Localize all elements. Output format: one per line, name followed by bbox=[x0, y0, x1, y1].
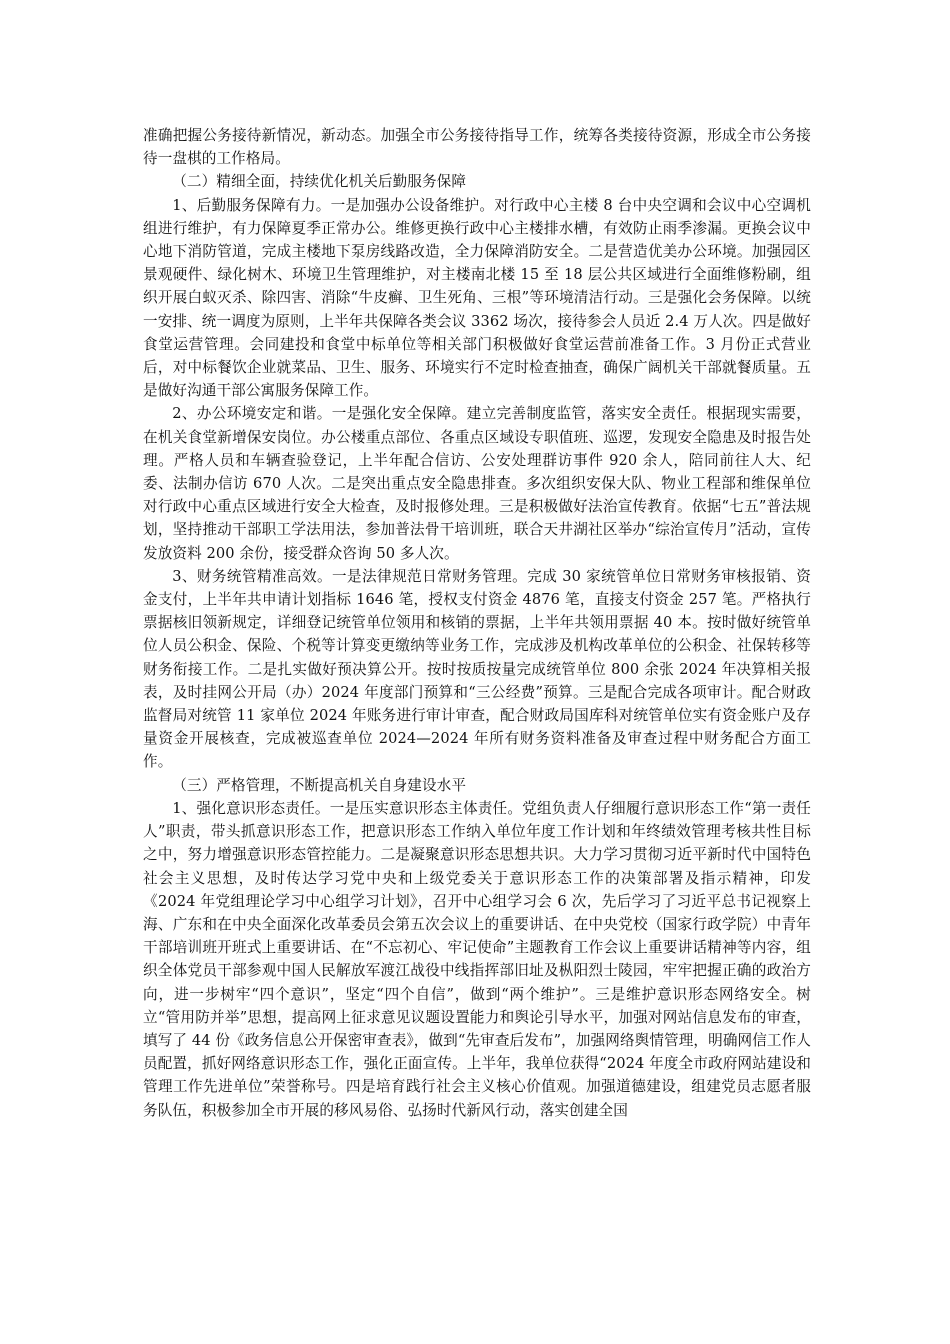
paragraph-logistics: 1、后勤服务保障有力。一是加强办公设备维护。对行政中心主楼 8 台中央空调和会议中心空调机组进行维护，有力保障夏季正常办公。维修更换行政中心主楼排水槽，有效防止雨季渗漏。更换会议中心地下消防管道，完成主楼地下泵房线路改造，全力保障消防安全。二是营造优美办公环境。加强园区景观硬件、绿化树木、环境卫生管理维护，对主楼南北楼 15 至 18 层公共区域进行全面维修粉刷，组织开展白蚁灭杀、除四害、消除“牛皮癣、卫生死角、三根”等环境清洁行动。三是强化会务保障。以统一安排、统一调度为原则，上半年共保障各类会议 3362 场次，接待参会人员近 2.4 万人次。四是做好食堂运营管理。会同建投和食堂中标单位等相关部门积极做好食堂运营前准备工作。3 月份正式营业后，对中标餐饮企业就菜品、卫生、服务、环境实行不定时检查抽查，确保广阔机关干部就餐质量。五是做好沟通干部公寓服务保障工作。 bbox=[143, 196, 811, 400]
paragraph-continuation: 准确把握公务接待新情况，新动态。加强全市公务接待指导工作，统筹各类接待资源，形成全市公务接待一盘棋的工作格局。 bbox=[143, 127, 811, 168]
document-page bbox=[143, 124, 811, 1122]
paragraph-office-environment: 2、办公环境安定和谐。一是强化安全保障。建立完善制度监管，落实安全责任。根据现实需要，在机关食堂新增保安岗位。办公楼重点部位、各重点区域设专职值班、巡逻，发现安全隐患及时报告处理。严格人员和车辆查验登记，上半年配合信访、公安处理群访事件 920 余人，陪同前往人大、纪委、法制办信访 670 人次。二是突出重点安全隐患排查。多次组织安保大队、物业工程部和维保单位对行政中心重点区域进行安全大检查，及时报修处理。三是积极做好法治宣传教育。依据“七五”普法规划，坚持推动干部职工学法用法，参加普法骨干培训班，联合天井湖社区举办“综治宣传月”活动，宣传发放资料 200 余份，接受群众咨询 50 多人次。 bbox=[143, 405, 811, 562]
paragraph-ideology: 1、强化意识形态责任。一是压实意识形态主体责任。党组负责人仔细履行意识形态工作“第一责任人”职责，带头抓意识形态工作，把意识形态工作纳入单位年度工作计划和年终绩效管理考核共性目标之中，努力增强意识形态管控能力。二是凝聚意识形态思想共识。大力学习贯彻习近平新时代中国特色社会主义思想，及时传达学习党中央和上级党委关于意识形态工作的决策部署及指示精神，印发《2024 年党组理论学习中心组学习计划》，召开中心组学习会 6 次，先后学习了习近平总书记视察上海、广东和在中央全面深化改革委员会第五次会议上的重要讲话、在中央党校（国家行政学院）中青年干部培训班开班式上重要讲话、在“不忘初心、牢记使命”主题教育工作会议上重要讲话精神等内容，组织全体党员干部参观中国人民解放军渡江战役中线指挥部旧址及枞阳烈士陵园，牢牢把握正确的政治方向，进一步树牢“四个意识”，坚定“四个自信”，做到“两个维护”。三是维护意识形态网络安全。树立“管用防并举”思想，提高网上征求意见议题设置能力和舆论引导水平，加强对网站信息发布的审查，填写了 44 份《政务信息公开保密审查表》，做到“先审查后发布”，加强网络舆情管理，明确网信工作人员配置，抓好网络意识形态工作，强化正面宣传。上半年，我单位获得“2024 年度全市政府网站建设和管理工作先进单位”荣誉称号。四是培育践行社会主义核心价值观。加强道德建设，组建党员志愿者服务队伍，积极参加全市开展的移风易俗、弘扬时代新风行动，落实创建全国 bbox=[143, 799, 811, 1119]
section-heading-2: （二）精细全面，持续优化机关后勤服务保障 bbox=[172, 173, 467, 191]
paragraph-finance: 3、财务统管精准高效。一是法律规范日常财务管理。完成 30 家统管单位日常财务审核报销、资金支付，上半年共申请计划指标 1646 笔，授权支付资金 4876 笔，直接支付资金 257 笔。严格执行票据核旧领新规定，详细登记统管单位领用和核销的票据，上半年共领用票据 40 本。按时做好统管单位人员公积金、保险、个税等计算变更缴纳等业务工作，完成涉及机构改革单位的公积金、社保转移等财务衔接工作。二是扎实做好预决算公开。按时按质按量完成统管单位 800 余张 2024 年决算相关报表，及时挂网公开局（办）2024 年度部门预算和“三公经费”预算。三是配合完成各项审计。配合财政监督局对统管 11 家单位 2024 年账务进行审计审查，配合财政局国库科对统管单位实有资金账户及存量资金开展核查，完成被巡查单位 2024—2024 年所有财务资料准备及审查过程中财务配合方面工作。 bbox=[143, 567, 811, 771]
section-heading-3: （三）严格管理，不断提高机关自身建设水平 bbox=[172, 776, 467, 794]
